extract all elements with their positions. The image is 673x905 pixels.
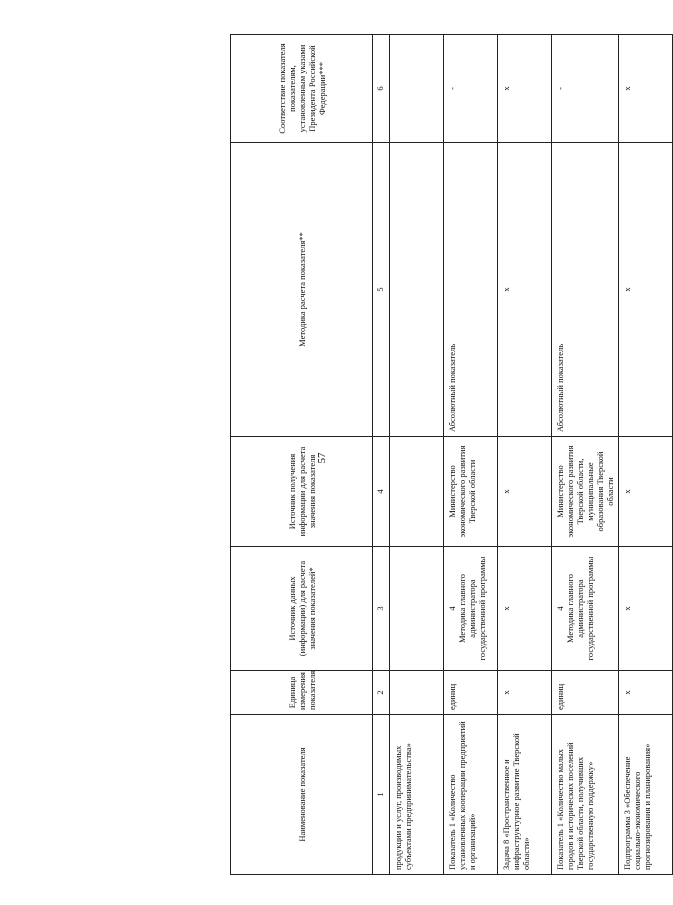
data-source-cell: 4 Методика главного администратора государственной программы bbox=[552, 547, 619, 671]
conformity-cell: х bbox=[619, 35, 673, 143]
column-number: 5 bbox=[373, 143, 390, 437]
unit-cell: х bbox=[619, 671, 673, 715]
method-cell: Абсолютный показатель bbox=[444, 143, 498, 437]
method-cell: х bbox=[498, 143, 552, 437]
table-row bbox=[552, 35, 619, 875]
data-source-cell bbox=[390, 547, 444, 671]
indicator-name: Показатель 1 «Количество малых городов и исторических поселений Тверской области, получивших государственную поддержку» bbox=[552, 715, 619, 875]
info-source-cell: х bbox=[498, 437, 552, 547]
column-number: 1 bbox=[373, 715, 390, 875]
header-cell: Источник получения информации для расчета значения показателя bbox=[231, 437, 373, 547]
info-source-cell bbox=[390, 437, 444, 547]
method-cell: х bbox=[619, 143, 673, 437]
table-row bbox=[444, 35, 498, 875]
page-number: 57 bbox=[316, 452, 328, 464]
column-number: 6 bbox=[373, 35, 390, 143]
data-source-cell: х bbox=[498, 547, 552, 671]
header-cell: Источник данных (информации) для расчета значения показателей* bbox=[231, 547, 373, 671]
info-source-cell: х bbox=[619, 437, 673, 547]
method-cell bbox=[390, 143, 444, 437]
conformity-cell bbox=[390, 35, 444, 143]
header-cell: Наименование показателя bbox=[231, 715, 373, 875]
conformity-cell: х bbox=[498, 35, 552, 143]
data-source-cell: 4 Методика главного администратора государственной программы bbox=[444, 547, 498, 671]
header-cell: Соответствие показателя показателям, установленным указами Президента Российской Федерации*** bbox=[231, 35, 373, 143]
unit-cell: х bbox=[498, 671, 552, 715]
table-row bbox=[390, 35, 444, 875]
header-cell: Единица измерения показателя bbox=[231, 671, 373, 715]
conformity-cell: - bbox=[444, 35, 498, 143]
unit-cell: единиц bbox=[552, 671, 619, 715]
indicator-name: Показатель 1 «Количество установленных кооперации предприятий и организаций» bbox=[444, 715, 498, 875]
indicator-table-rotated bbox=[230, 35, 652, 875]
info-source-cell: Министерство экономического развития Тверской области bbox=[444, 437, 498, 547]
conformity-cell: - bbox=[552, 35, 619, 143]
indicator-table bbox=[230, 34, 673, 875]
unit-cell: единиц bbox=[444, 671, 498, 715]
indicator-name: Подпрограмма 3 «Обеспечение социально-экономического прогнозирования и планирования» bbox=[619, 715, 673, 875]
column-number: 4 bbox=[373, 437, 390, 547]
column-number: 3 bbox=[373, 547, 390, 671]
data-source-cell: х bbox=[619, 547, 673, 671]
indicator-name: Задача 8 «Пространственное и инфраструктурное развитие Тверской области» bbox=[498, 715, 552, 875]
table-row bbox=[619, 35, 673, 875]
indicator-name: продукции и услуг, производимых субъектами предпринимательства» bbox=[390, 715, 444, 875]
method-cell: Абсолютный показатель bbox=[552, 143, 619, 437]
column-number: 2 bbox=[373, 671, 390, 715]
unit-cell bbox=[390, 671, 444, 715]
header-cell: Методика расчета показателя** bbox=[231, 143, 373, 437]
column-number-row bbox=[373, 35, 390, 875]
info-source-cell: Министерство экономического развития Тверской области, муниципальные образования Тверской области bbox=[552, 437, 619, 547]
header-row bbox=[231, 35, 373, 875]
table-row bbox=[498, 35, 552, 875]
